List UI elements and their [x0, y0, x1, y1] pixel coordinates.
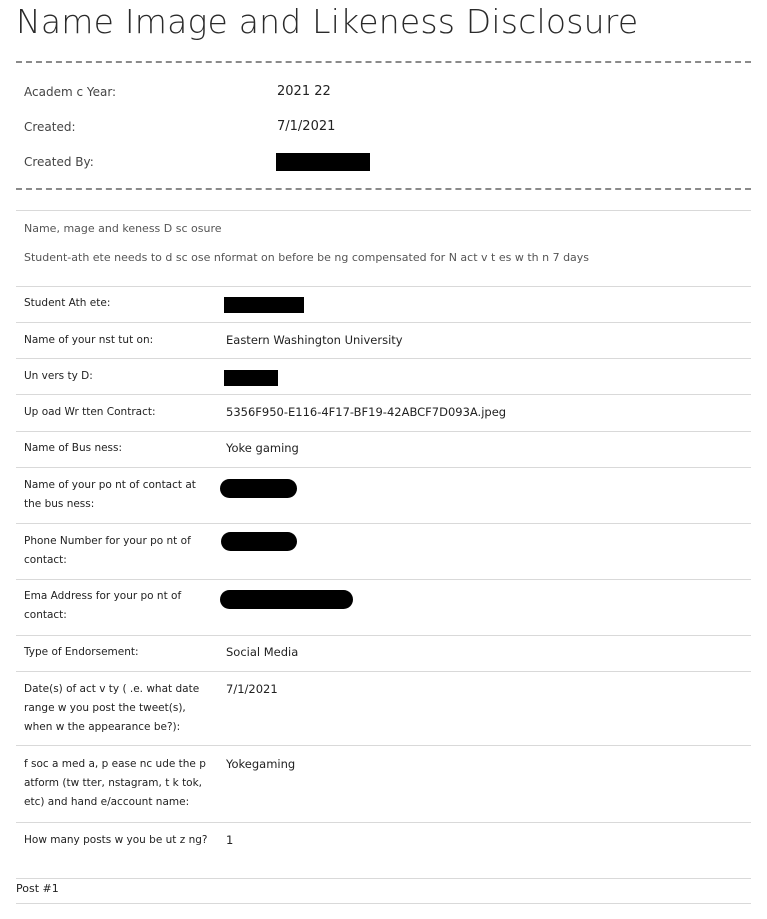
divider [16, 878, 751, 879]
student-athlete-label: Student Ath ete: [24, 297, 111, 309]
created-label: Created: [24, 120, 76, 134]
divider [16, 467, 751, 468]
institution-value: Eastern Washington University [226, 333, 403, 347]
created-by-redacted [276, 153, 370, 171]
contact-email-redacted [220, 590, 353, 609]
divider [16, 61, 751, 63]
page-title: Name Image and Likeness Disclosure [16, 2, 639, 41]
endorsement-type-label: Type of Endorsement: [24, 646, 139, 658]
student-athlete-redacted [224, 297, 304, 313]
contact-phone-redacted [221, 532, 297, 551]
business-name-label: Name of Bus ness: [24, 442, 123, 454]
divider [16, 394, 751, 395]
university-id-redacted [224, 370, 278, 386]
divider [16, 635, 751, 636]
divider [16, 188, 751, 190]
academic-year-label: Academ c Year: [24, 85, 117, 99]
endorsement-type-value: Social Media [226, 645, 299, 659]
activity-dates-value: 7/1/2021 [226, 682, 278, 696]
created-value: 7/1/2021 [277, 119, 336, 134]
university-id-label: Un vers ty D: [24, 370, 93, 382]
activity-dates-label: Date(s) of act v ty ( .e. what date range w you post the tweet(s), when w the appearance be?): [24, 683, 200, 733]
post-count-value: 1 [226, 833, 234, 847]
created-by-label: Created By: [24, 155, 94, 169]
divider [16, 431, 751, 432]
contact-name-redacted [220, 479, 297, 498]
divider [16, 903, 751, 904]
business-name-value: Yoke gaming [226, 441, 299, 455]
contract-label: Up oad Wr tten Contract: [24, 406, 156, 418]
divider [16, 822, 751, 823]
contact-email-label: Ema Address for your po nt of contact: [24, 590, 182, 621]
contact-phone-label: Phone Number for your po nt of contact: [24, 535, 191, 566]
divider [16, 671, 751, 672]
post-heading: Post #1 [16, 882, 59, 895]
social-media-label: f soc a med a, p ease nc ude the p atform (tw tter, nstagram, t k tok, etc) and hand e/account name: [24, 758, 206, 808]
form-heading: Name, mage and keness D sc osure [24, 222, 222, 235]
divider [16, 523, 751, 524]
contract-file-link[interactable]: 5356F950-E116-4F17-BF19-42ABCF7D093A.jpeg [226, 405, 507, 419]
contact-name-label: Name of your po nt of contact at the bus ness: [24, 479, 196, 510]
divider [16, 745, 751, 746]
social-media-value: Yokegaming [226, 757, 296, 771]
academic-year-value: 2021 22 [277, 84, 331, 99]
divider [16, 579, 751, 580]
divider [16, 322, 751, 323]
divider [16, 286, 751, 287]
divider [16, 358, 751, 359]
divider [16, 210, 751, 211]
form-description: Student-ath ete needs to d sc ose nformat on before be ng compensated for N act v t es w th n 7 days [24, 251, 590, 264]
post-count-label: How many posts w you be ut z ng? [24, 834, 208, 846]
institution-label: Name of your nst tut on: [24, 334, 154, 346]
